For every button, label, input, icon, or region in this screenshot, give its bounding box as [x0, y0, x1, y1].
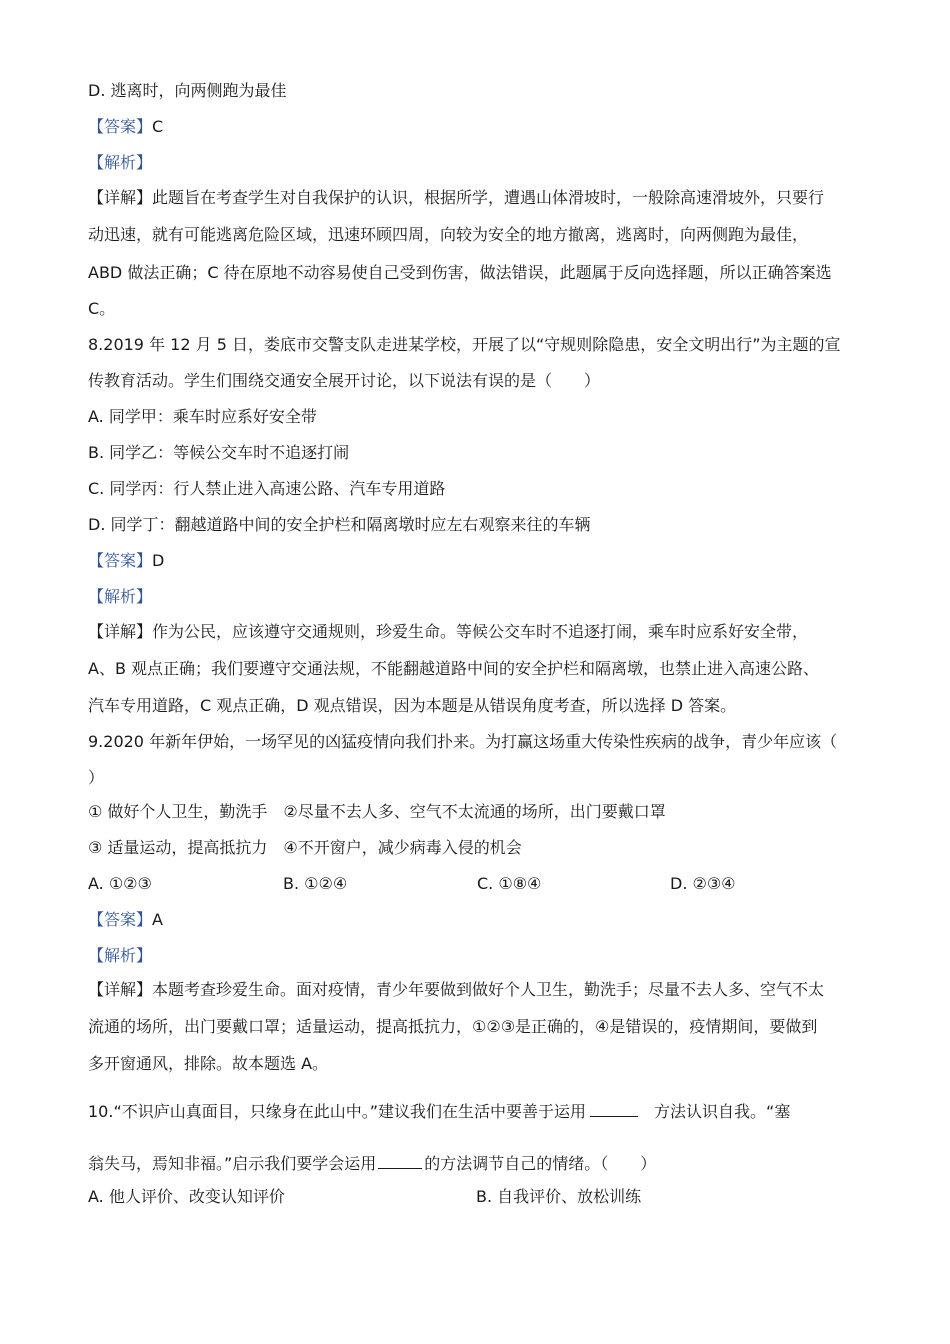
q9-detail-text-1: 本题考查珍爱生命。面对疫情，青少年要做到做好个人卫生，勤洗手；尽量不去人多、空气不太 — [152, 980, 825, 999]
detail-tag: 【详解】 — [88, 188, 153, 207]
q8-stem-1: 8.2019 年 12 月 5 日，娄底市交警支队走进某学校，开展了以“守规则除隐患，安全文明出行”为主题的宣 — [88, 335, 841, 354]
q8-option-a: A. 同学甲：乘车时应系好安全带 — [88, 407, 317, 426]
q8-option-b: B. 同学乙：等候公交车时不追逐打闹 — [88, 443, 350, 462]
q10-stem-2b: 的方法调节自己的情绪。（ ） — [424, 1154, 657, 1173]
q7-answer-line — [88, 116, 163, 138]
q10-blank-2 — [378, 1152, 422, 1169]
q8-stem-2: 传教育活动。学生们围绕交通安全展开讨论，以下说法有误的是（ ） — [88, 371, 601, 390]
q9-detail-line-1 — [88, 979, 824, 1001]
q7-detail-line-2: 动迅速，就有可能逃离危险区域，迅速环顾四周，向较为安全的地方撤离，逃离时，向两侧跑为最佳， — [88, 225, 809, 244]
q7-option-d: D. 逃离时，向两侧跑为最佳 — [88, 81, 287, 100]
q9-option-a: A. ①②③ — [88, 874, 152, 893]
q7-answer: C — [152, 117, 164, 136]
q8-answer-line — [88, 550, 164, 572]
q8-detail-text-1: 作为公民，应该遵守交通规则，珍爱生命。等候公交车时不追逐打闹，乘车时应系好安全带， — [152, 622, 809, 641]
q8-detail-line-2: A、B 观点正确；我们要遵守交通法规，不能翻越道路中间的安全护栏和隔离墩，也禁止进入高速公路、 — [88, 659, 820, 678]
q9-detail-line-3: 多开窗通风，排除。故本题选 A。 — [88, 1054, 329, 1073]
answer-tag: 【答案】 — [88, 117, 153, 136]
q9-detail-line-2: 流通的场所，出门要戴口罩；适量运动，提高抵抗力，①②③是正确的，④是错误的，疫情期间，要做到 — [88, 1017, 818, 1036]
detail-tag: 【详解】 — [88, 622, 153, 641]
q9-stem-2: ） — [88, 768, 105, 787]
q10-stem-1b: 方法认识自我。“塞 — [654, 1102, 791, 1121]
q10-blank-1 — [590, 1100, 638, 1117]
q9-answer: A — [152, 910, 163, 929]
q9-option-c: C. ①⑧④ — [477, 874, 542, 893]
q9-stem-1: 9.2020 年新年伊始，一场罕见的凶猛疫情向我们扑来。为打赢这场重大传染性疾病的战争，青少年应该（ — [88, 732, 838, 751]
q8-answer: D — [152, 551, 165, 570]
q7-detail-line-4: C。 — [88, 299, 116, 318]
q10-stem-1 — [88, 1100, 790, 1123]
q9-analysis-tag: 【解析】 — [88, 946, 153, 965]
answer-tag: 【答案】 — [88, 910, 153, 929]
q7-detail-text-1: 此题旨在考查学生对自我保护的认识，根据所学，遭遇山体滑坡时，一般除高速滑坡外，只要行 — [152, 188, 825, 207]
q8-detail-line-3: 汽车专用道路，C 观点正确，D 观点错误，因为本题是从错误角度考查，所以选择 D 答案。 — [88, 696, 737, 715]
q8-option-d: D. 同学丁：翻越道路中间的安全护栏和隔离墩时应左右观察来往的车辆 — [88, 515, 591, 534]
q9-option-b: B. ①②④ — [283, 874, 348, 893]
q7-detail-line-3: ABD 做法正确；C 待在原地不动容易使自己受到伤害，做法错误，此题属于反向选择题，所以正确答案选 — [88, 263, 832, 282]
q9-item-1: ① 做好个人卫生，勤洗手 ②尽量不去人多、空气不太流通的场所，出门要戴口罩 — [88, 802, 666, 821]
q7-analysis-tag: 【解析】 — [88, 153, 153, 172]
q10-option-a: A. 他人评价、改变认知评价 — [88, 1187, 285, 1206]
q10-option-b: B. 自我评价、放松训练 — [476, 1187, 642, 1206]
q9-option-d: D. ②③④ — [670, 874, 736, 893]
q8-option-c: C. 同学丙：行人禁止进入高速公路、汽车专用道路 — [88, 479, 446, 498]
q8-detail-line-1 — [88, 621, 808, 643]
detail-tag: 【详解】 — [88, 980, 153, 999]
q10-stem-2 — [88, 1152, 656, 1175]
answer-tag: 【答案】 — [88, 551, 153, 570]
q7-detail-line-1 — [88, 187, 824, 209]
q10-stem-1a: 10.“不识庐山真面目，只缘身在此山中。”建议我们在生活中要善于运用 — [88, 1102, 587, 1121]
q10-stem-2a: 翁失马，焉知非福。”启示我们要学会运用 — [88, 1154, 377, 1173]
q9-item-2: ③ 适量运动，提高抵抗力 ④不开窗户，减少病毒入侵的机会 — [88, 838, 522, 857]
q9-answer-line — [88, 909, 163, 931]
q8-analysis-tag: 【解析】 — [88, 587, 153, 606]
